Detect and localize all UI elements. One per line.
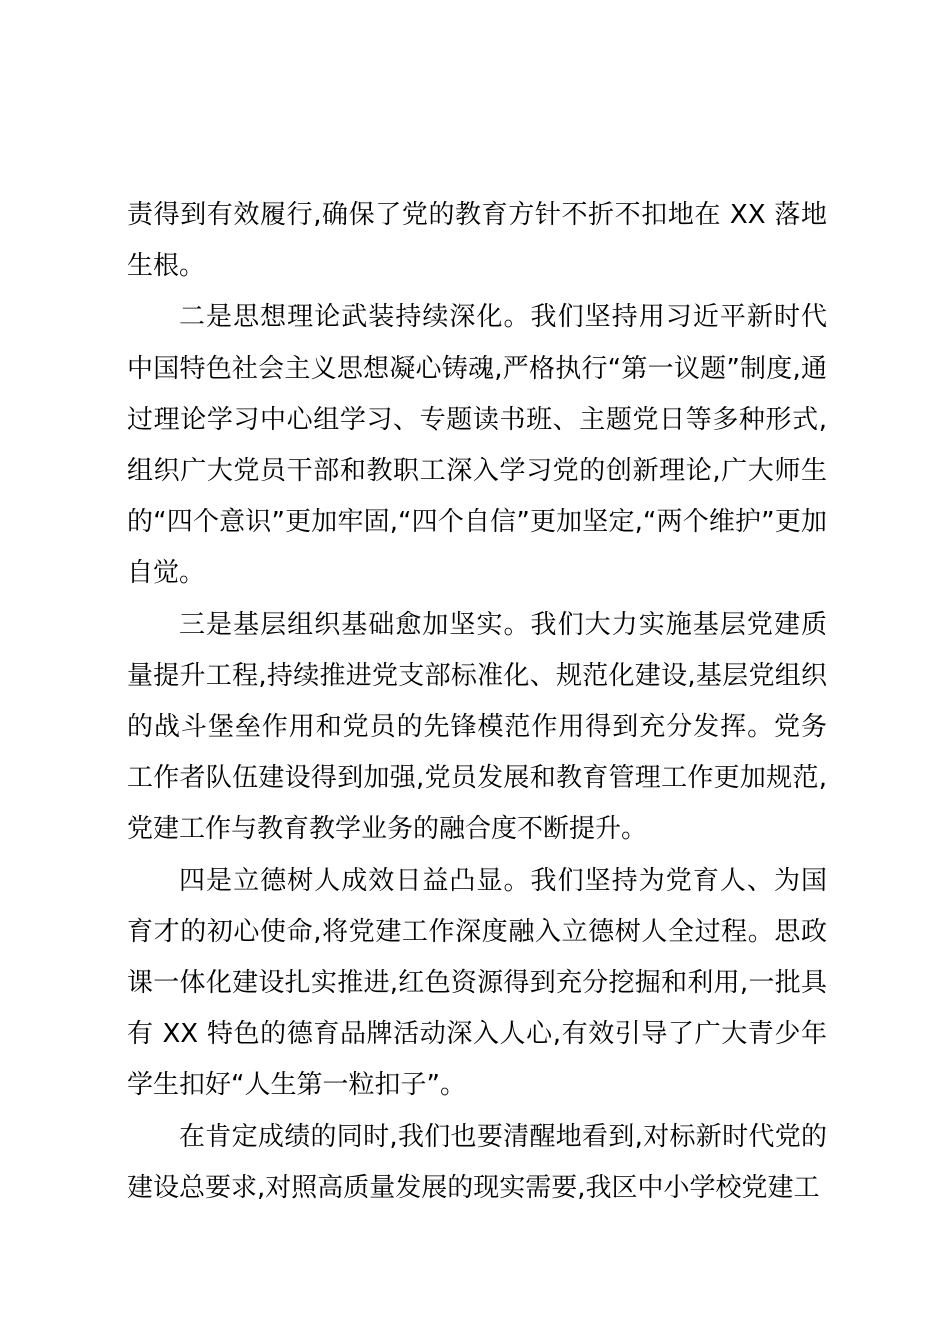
paragraph-ideological-theory: 二是思想理论武装持续深化。我们坚持用习近平新时代中国特色社会主义思想凝心铸魂,严格执行“第一议题”制度,通过理论学习中心组学习、专题读书班、主题党日等多种形式,组织广大党员干部和教职工深入学习党的创新理论,广大师生的“四个意识”更加牢固,“四个自信”更加坚定,“两个维护”更加自觉。 — [127, 302, 827, 589]
document-body — [127, 190, 827, 1214]
paragraph-grassroots-organization: 三是基层组织基础愈加坚实。我们大力实施基层党建质量提升工程,持续推进党支部标准化、规范化建设,基层党组织的战斗堡垒作用和党员的先锋模范作用得到充分发挥。党务工作者队伍建设得到加强,党员发展和教育管理工作更加规范,党建工作与教育教学业务的融合度不断提升。 — [127, 609, 827, 845]
paragraph-continuation: 责得到有效履行,确保了党的教育方针不折不扣地在 XX 落地生根。 — [127, 200, 827, 282]
paragraph-shortcomings: 在肯定成绩的同时,我们也要清醒地看到,对标新时代党的建设总要求,对照高质量发展的现实需要,我区中小学校党建工 — [127, 1121, 827, 1203]
paragraph-moral-education: 四是立德树人成效日益凸显。我们坚持为党育人、为国育才的初心使命,将党建工作深度融入立德树人全过程。思政课一体化建设扎实推进,红色资源得到充分挖掘和利用,一批具有 XX 特色的德育品牌活动深入人心,有效引导了广大青少年学生扣好“人生第一粒扣子”。 — [127, 865, 827, 1101]
